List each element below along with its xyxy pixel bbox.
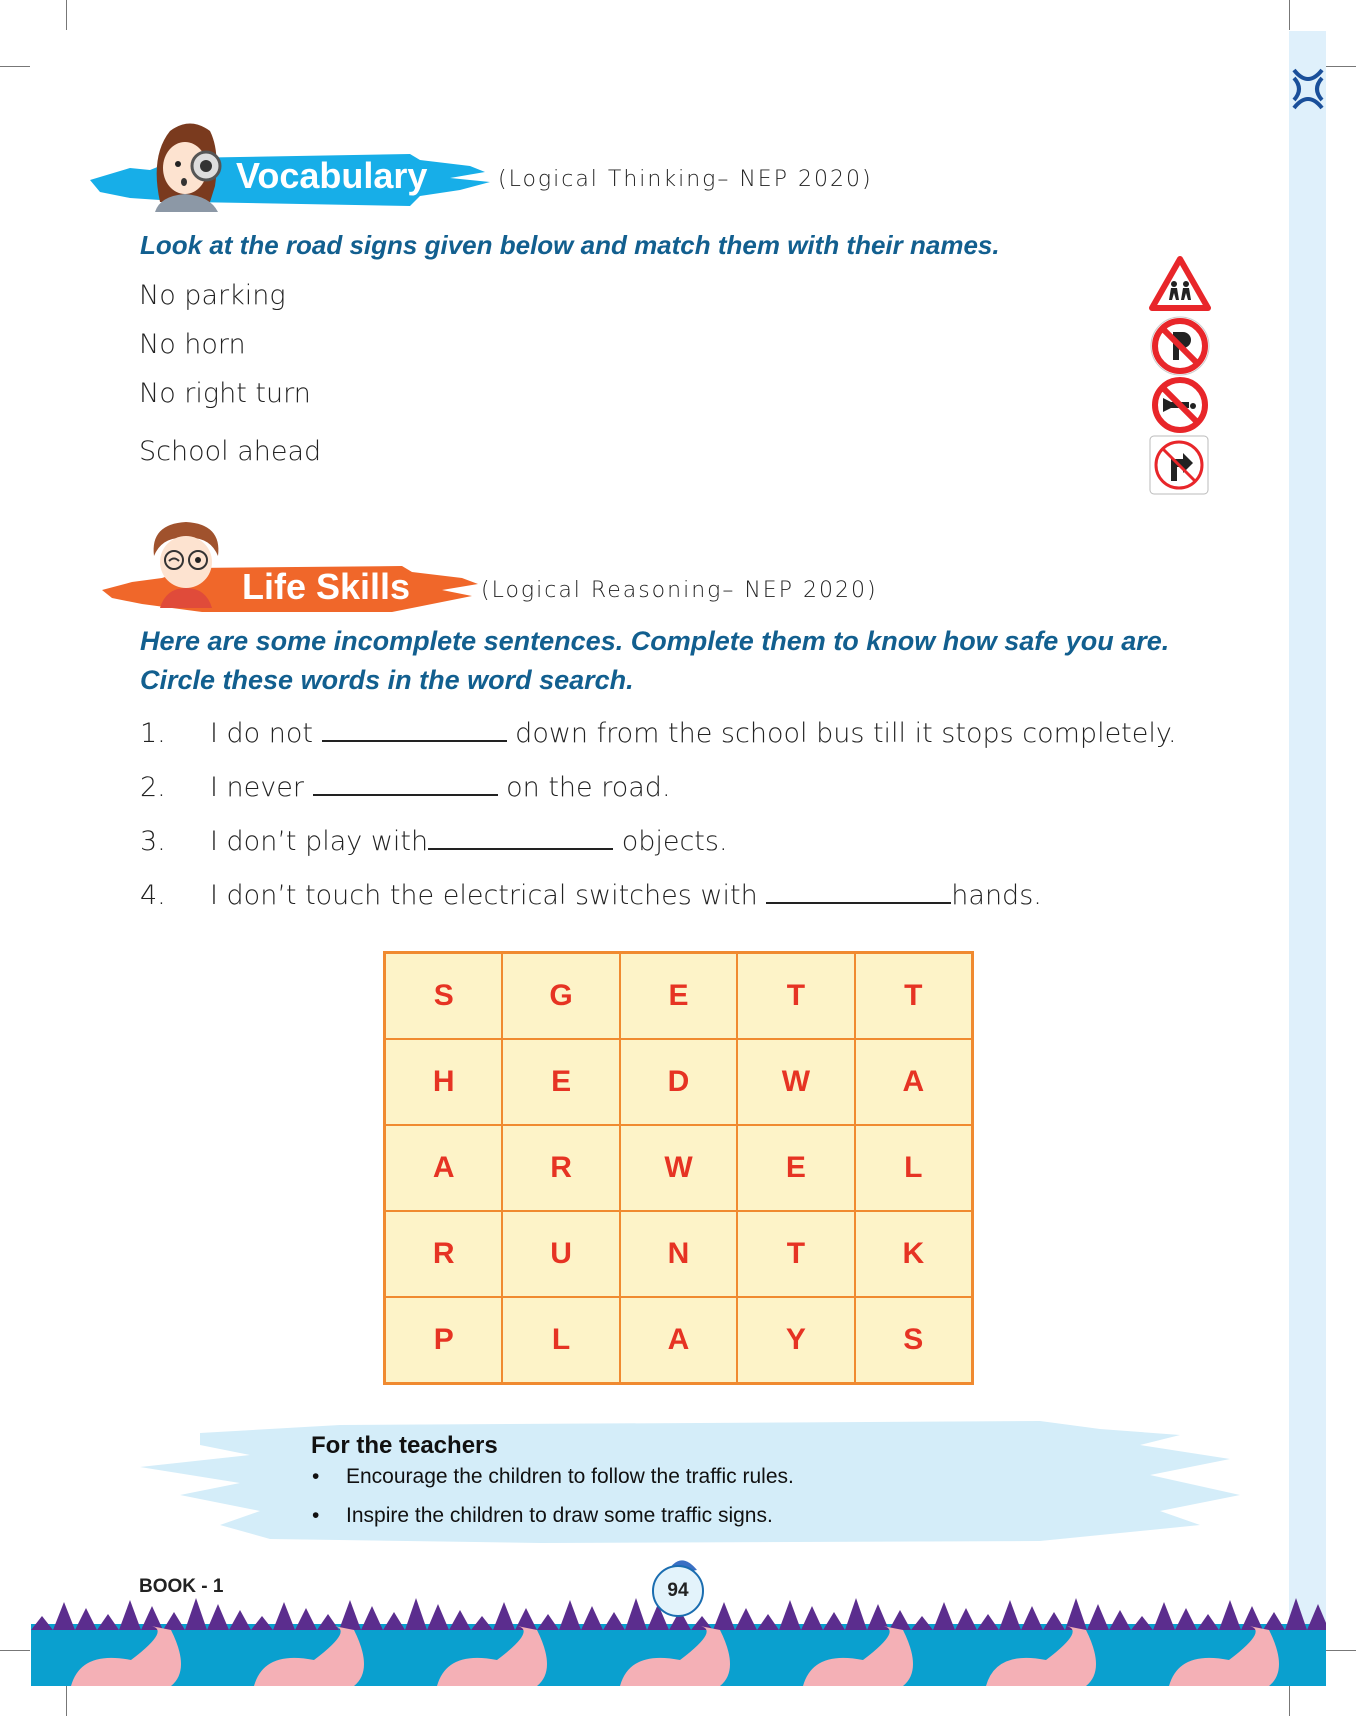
no-horn-sign-icon — [1151, 376, 1209, 434]
grid-cell[interactable]: H — [385, 1039, 502, 1125]
life-skills-instruction-line-1: Here are some incomplete sentences. Complete them to know how safe you are. — [140, 626, 1170, 656]
sentence-text: down from the school bus till it stops completely. — [506, 718, 1177, 749]
sentence-text: I don’t play with — [210, 826, 429, 857]
crop-mark — [1289, 1686, 1290, 1716]
grid-cell[interactable]: T — [737, 1211, 854, 1297]
answer-blank[interactable] — [428, 848, 613, 850]
grid-cell[interactable]: A — [620, 1297, 737, 1383]
grid-cell[interactable]: L — [855, 1125, 972, 1211]
crop-mark — [1326, 66, 1356, 67]
grid-cell[interactable]: R — [385, 1211, 502, 1297]
no-parking-sign-icon — [1150, 316, 1210, 376]
sign-name-item: No right turn — [139, 378, 311, 409]
grid-cell[interactable]: T — [855, 953, 972, 1039]
grid-cell[interactable]: W — [737, 1039, 854, 1125]
sentence-item — [0, 718, 1300, 752]
sign-name-item: School ahead — [139, 436, 322, 467]
grid-cell[interactable]: E — [737, 1125, 854, 1211]
crop-mark — [1289, 0, 1290, 30]
answer-blank[interactable] — [313, 794, 498, 796]
grid-cell[interactable]: E — [620, 953, 737, 1039]
life-skills-title: Life Skills — [242, 566, 411, 607]
sign-name-item: No parking — [139, 280, 286, 311]
school-ahead-sign-icon — [1149, 256, 1211, 312]
girl-with-magnifier-icon — [140, 116, 236, 212]
life-skills-subtitle: (Logical Reasoning– NEP 2020) — [481, 578, 878, 603]
sentence-number: 4. — [140, 880, 166, 911]
book-label: BOOK - 1 — [139, 1576, 224, 1597]
grid-cell[interactable]: U — [502, 1211, 619, 1297]
grid-cell[interactable]: K — [855, 1211, 972, 1297]
sentence-item — [0, 880, 1300, 914]
vocabulary-title: Vocabulary — [236, 155, 428, 196]
answer-blank[interactable] — [766, 902, 951, 904]
grid-cell[interactable]: S — [385, 953, 502, 1039]
no-right-turn-sign-icon — [1149, 435, 1209, 495]
crop-mark — [1326, 1650, 1356, 1651]
sentence-text: on the road. — [497, 772, 671, 803]
sentence-number: 2. — [140, 772, 166, 803]
crop-mark — [0, 1650, 30, 1651]
teachers-note-bullet: • Encourage the children to follow the traffic rules. — [346, 1465, 794, 1489]
sentence-text: objects. — [613, 826, 728, 857]
sentence-text: I never — [210, 772, 313, 803]
life-skills-instruction-line-2: Circle these words in the word search. — [140, 665, 634, 695]
grid-cell[interactable]: G — [502, 953, 619, 1039]
vocabulary-instruction: Look at the road signs given below and match them with their names. — [140, 230, 1000, 260]
word-search-grid — [383, 951, 974, 1385]
decorative-flower-icon — [1290, 66, 1326, 112]
grid-cell[interactable]: L — [502, 1297, 619, 1383]
sign-name-item: No horn — [139, 329, 246, 360]
page-number: 94 — [652, 1565, 704, 1617]
grid-cell[interactable]: E — [502, 1039, 619, 1125]
grid-cell[interactable]: Y — [737, 1297, 854, 1383]
grid-cell[interactable]: D — [620, 1039, 737, 1125]
sentence-text: hands. — [951, 880, 1042, 911]
sentence-number: 3. — [140, 826, 166, 857]
sentence-text: I don’t touch the electrical switches with — [210, 880, 767, 911]
answer-blank[interactable] — [322, 740, 507, 742]
crop-mark — [0, 66, 30, 67]
grid-cell[interactable]: T — [737, 953, 854, 1039]
grid-cell[interactable]: S — [855, 1297, 972, 1383]
sentence-text: I do not — [210, 718, 322, 749]
grid-cell[interactable]: R — [502, 1125, 619, 1211]
crop-mark — [66, 1686, 67, 1716]
crop-mark — [66, 0, 67, 30]
sentence-item — [0, 826, 1300, 860]
grid-cell[interactable]: N — [620, 1211, 737, 1297]
grid-cell[interactable]: W — [620, 1125, 737, 1211]
teachers-note-bullet: • Inspire the children to draw some traffic signs. — [346, 1504, 773, 1528]
grid-cell[interactable]: A — [855, 1039, 972, 1125]
boy-winking-icon — [140, 516, 232, 608]
sentence-number: 1. — [140, 718, 166, 749]
vocabulary-subtitle: (Logical Thinking– NEP 2020) — [498, 167, 873, 192]
grid-cell[interactable]: A — [385, 1125, 502, 1211]
grid-cell[interactable]: P — [385, 1297, 502, 1383]
sentence-item — [0, 772, 1300, 806]
teachers-note-title: For the teachers — [311, 1432, 498, 1459]
